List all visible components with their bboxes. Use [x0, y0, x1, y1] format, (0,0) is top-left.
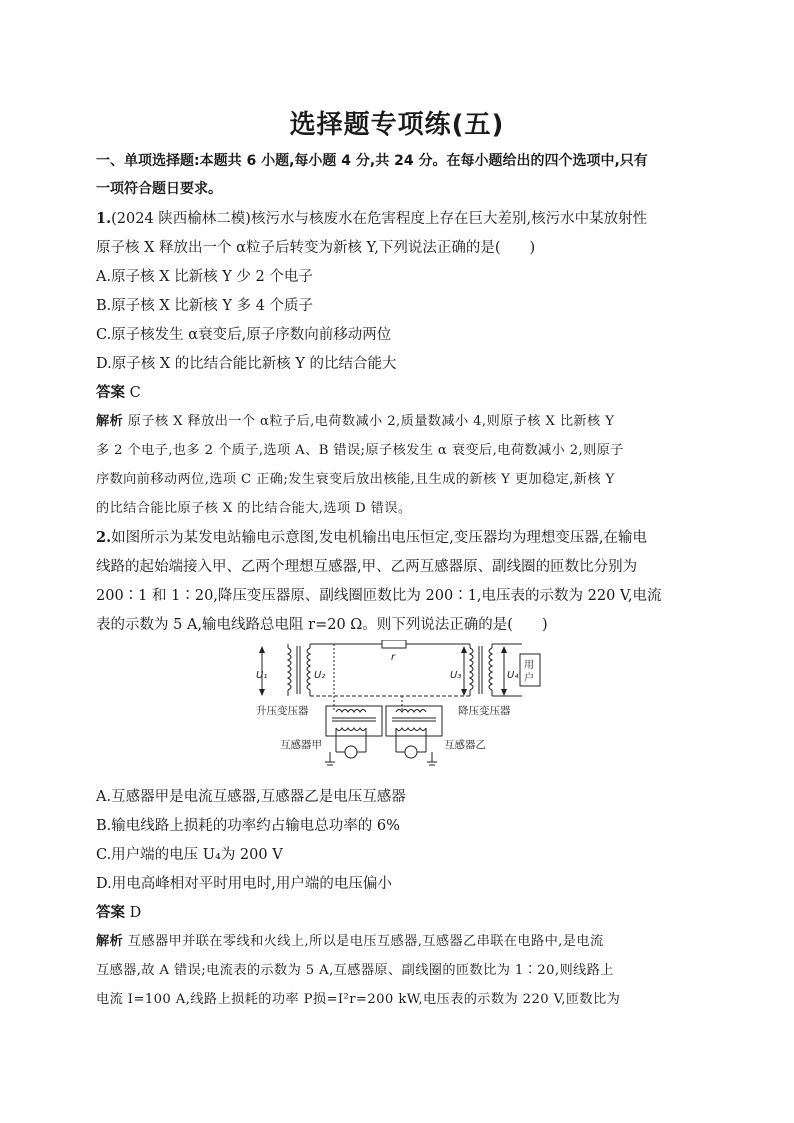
section-heading: 一、单项选择题:本题共 6 小题,每小题 4 分,共 24 分。在每小题给出的四个选项中,只有	[96, 153, 648, 169]
q1-explanation	[96, 410, 706, 429]
q1-number: 1.	[96, 210, 112, 227]
q2-explanation-cont: 互感器,故 A 错误;电流表的示数为 5 A,互感器原、副线圈的匝数比为 1∶20,则线路上	[96, 963, 614, 978]
sensor-a-label: 互感器甲	[280, 739, 322, 751]
r-label: r	[391, 652, 396, 663]
q1-explanation-cont: 序数向前移动两位,选项 C 正确;发生衰变后放出核能,且生成的新核 Y 更加稳定,新核 Y	[96, 472, 615, 487]
resistor-r	[382, 640, 406, 648]
sensor-b-label: 互感器乙	[444, 739, 486, 751]
q1-explanation-cont: 的比结合能比原子核 X 的比结合能大,选项 D 错误。	[96, 501, 412, 516]
q1-expl-label: 解析	[96, 414, 124, 429]
q2-stem-text: 如图所示为某发电站输电示意图,发电机输出电压恒定,变压器均为理想变压器,在输电	[111, 530, 647, 546]
q2-answer	[96, 901, 706, 922]
q2-option-c: C.用户端的电压 U₄为 200 V	[96, 847, 283, 863]
q2-explanation-cont: 电流 I=100 A,线路上损耗的功率 P损=I²r=200 kW,电压表的示数为 220 V,匝数比为	[96, 992, 621, 1007]
q1-answer-value: C	[129, 385, 141, 401]
q2-option-b: B.输电线路上损耗的功率约占输电总功率的 6%	[96, 818, 400, 834]
circuit-diagram	[252, 640, 542, 772]
q1-stem-text: (2024 陕西榆林二模)核污水与核废水在危害程度上存在巨大差别,核污水中某放射性	[111, 211, 648, 227]
q2-answer-label: 答案	[96, 905, 125, 921]
q2-expl-label: 解析	[96, 934, 124, 949]
q1-option-c: C.原子核发生 α衰变后,原子序数向前移动两位	[96, 327, 392, 343]
q2-expl-text: 互感器甲并联在零线和火线上,所以是电压互感器,互感器乙串联在电路中,是电流	[127, 934, 604, 949]
section-heading-cont: 一项符合题日要求。	[96, 181, 222, 197]
step-down-label: 降压变压器	[458, 705, 511, 717]
u1-label: U₁	[256, 670, 268, 681]
q1-stem-cont: 原子核 X 释放出一个 α粒子后转变为新核 Y,下列说法正确的是( )	[96, 240, 536, 256]
q2-answer-value: D	[129, 905, 142, 921]
ammeter-icon	[405, 746, 417, 758]
q2-stem-cont: 200∶1 和 1∶20,降压变压器原、副线圈匝数比为 200∶1,电压表的示数为 220 V,电流	[96, 588, 662, 604]
user-label-2: 户	[524, 673, 534, 684]
page-title: 选择题专项练(五)	[289, 110, 505, 140]
q1-stem	[96, 207, 706, 228]
q1-option-b: B.原子核 X 比新核 Y 多 4 个质子	[96, 298, 314, 314]
q1-explanation-cont: 多 2 个电子,也多 2 个质子,选项 A、B 错误;原子核发生 α 衰变后,电荷数减小 2,则原子	[96, 443, 624, 458]
q1-option-d: D.原子核 X 的比结合能比新核 Y 的比结合能大	[96, 356, 397, 372]
q2-option-d: D.用电高峰相对平时用电时,用户端的电压偏小	[96, 876, 392, 892]
q2-stem-cont: 表的示数为 5 A,输电线路总电阻 r=20 Ω。则下列说法正确的是( )	[96, 617, 548, 633]
user-label-1: 用	[524, 660, 534, 671]
q2-stem	[96, 526, 706, 547]
q1-option-a: A.原子核 X 比新核 Y 少 2 个电子	[96, 269, 313, 285]
q2-stem-cont: 线路的起始端接入甲、乙两个理想互感器,甲、乙两互感器原、副线圈的匝数比分别为	[96, 559, 638, 575]
q2-option-a: A.互感器甲是电流互感器,互感器乙是电压互感器	[96, 789, 406, 805]
u4-label: U₄	[507, 670, 519, 681]
voltmeter-icon	[345, 746, 357, 758]
q2-number: 2.	[96, 529, 112, 546]
q1-answer-label: 答案	[96, 385, 125, 401]
q1-expl-text: 原子核 X 释放出一个 α粒子后,电荷数减小 2,质量数减小 4,则原子核 X 比新核 Y	[127, 414, 615, 429]
u2-label: U₂	[314, 670, 326, 681]
q1-answer	[96, 381, 706, 402]
q2-explanation	[96, 930, 706, 949]
u3-label: U₃	[450, 670, 462, 681]
step-up-label: 升压变压器	[256, 705, 309, 717]
